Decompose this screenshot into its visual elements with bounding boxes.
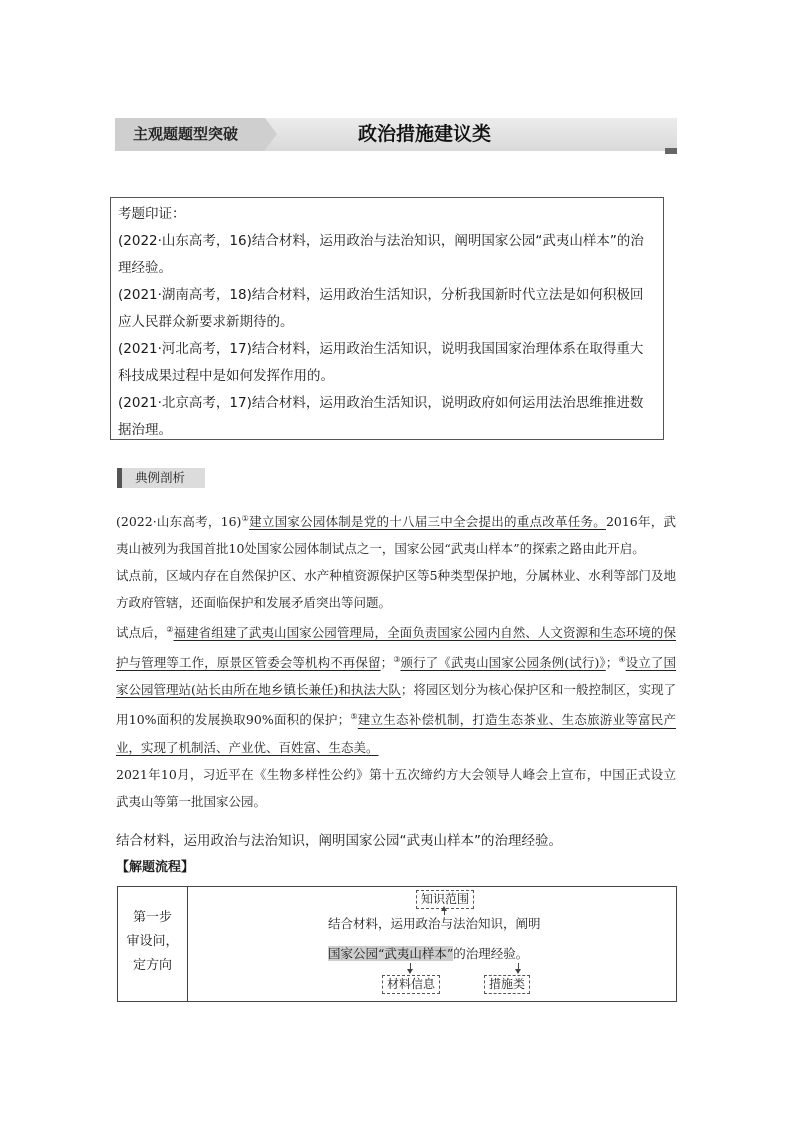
- example-paragraph-1: [116, 505, 676, 562]
- underlined-point-4: 设立了国家公园管理站(站长由所在地乡镇长兼任)和执法大队: [116, 655, 676, 698]
- header-accent-bar: [665, 148, 677, 154]
- example-paragraph-4: 2021年10月，习近平在《生物多样性公约》第十五次缔约方大会领导人峰会上宣布，中国正式设立武夷山等第一批国家公园。: [116, 766, 676, 809]
- step-line: 第一步: [132, 910, 172, 925]
- arrow-down-icon: [515, 969, 521, 974]
- header-banner: [115, 118, 677, 151]
- highlight-subject: 国家公园“武夷山样本”: [328, 946, 454, 961]
- exam-reference-box: [110, 197, 664, 440]
- source-citation: (2022·山东高考，16): [116, 514, 242, 530]
- task-question: 结合材料，运用政治与法治知识，阐明国家公园“武夷山样本”的治理经验。: [116, 833, 562, 849]
- section-heading: [117, 468, 205, 488]
- tag-measures: 措施类: [484, 975, 530, 994]
- underlined-point-2: 福建省组建了武夷山国家公园管理局，全面负责国家公园内自然、人文资源和生态环境的保护与管理等工作，原景区管委会等机构不再保留: [116, 625, 676, 671]
- marker-4: ④: [618, 655, 626, 665]
- step-label-cell: [118, 887, 188, 1001]
- tag-material-info: 材料信息: [382, 975, 440, 994]
- solving-flow-table: [117, 886, 677, 1002]
- underlined-point-5: 建立生态补偿机制，打造生态茶业、生态旅游业等富民产业，实现了机制活、产业优、百姓富、生态美。: [116, 712, 676, 755]
- exam-item: (2021·湖南高考，18)结合材料，运用政治生活知识，分析我国新时代立法是如何积极回应人民群众新要求新期待的。: [118, 287, 644, 330]
- flow-line-text: 的治理经验。: [453, 946, 529, 961]
- exam-item: (2022·山东高考，16)结合材料，运用政治与法治知识，阐明国家公园“武夷山样本”的治理经验。: [118, 233, 644, 276]
- page-title: 政治措施建议类: [358, 123, 492, 145]
- step-line: 定方向: [132, 958, 172, 973]
- example-material: [116, 505, 676, 815]
- paragraph-text: 2016年，武夷山被列为我国首批10处国家公园体制试点之一，国家公园“武夷山样本”的探索之路由此开启。: [116, 514, 676, 557]
- exam-item: (2021·河北高考，17)结合材料，运用政治生活知识，说明我国国家治理体系在取得重大科技成果过程中是如何发挥作用的。: [118, 341, 644, 384]
- exam-box-heading: 考题印证：: [118, 206, 186, 222]
- marker-5: ⑤: [350, 712, 358, 722]
- underlined-point-3: 颁行了《武夷山国家公园条例(试行)》: [400, 655, 606, 671]
- tag-knowledge-scope: 知识范围: [416, 890, 474, 909]
- marker-3: ③: [393, 655, 401, 665]
- marker-2: ②: [166, 625, 174, 635]
- paragraph-text: 试点后，: [116, 625, 167, 641]
- exam-item: (2021·北京高考，17)结合材料，运用政治生活知识，说明政府如何运用法治思维推进数据治理。: [118, 395, 644, 438]
- paragraph-text: ；将园区划分为核心保护区和一般控制区，实现了用10%面积的发展换取90%面积的保护；: [116, 682, 676, 728]
- section-label: 典例剖析: [135, 470, 186, 485]
- arrow-down-icon: [407, 969, 413, 974]
- example-paragraph-3: [116, 616, 676, 760]
- flow-line-1: 结合材料，运用政治与法治知识，阐明: [328, 916, 541, 931]
- section-marker: [117, 468, 122, 488]
- arrow-up-icon: [441, 906, 447, 911]
- marker-1: ①: [241, 514, 250, 523]
- flow-title: 【解题流程】: [116, 860, 195, 875]
- separator: ；: [605, 655, 619, 671]
- separator: ；: [380, 655, 394, 671]
- header-tab: 主观题题型突破: [115, 118, 265, 151]
- underlined-point-1: 建立国家公园体制是党的十八届三中全会提出的重点改革任务。: [249, 514, 606, 530]
- header-tab-arrow: [265, 118, 277, 150]
- flow-line-2: [328, 945, 528, 963]
- example-paragraph-2: 试点前，区域内存在自然保护区、水产种植资源保护区等5种类型保护地，分属林业、水利等部门及地方政府管辖，还面临保护和发展矛盾突出等问题。: [116, 568, 676, 611]
- step-line: 审设问，: [126, 934, 179, 949]
